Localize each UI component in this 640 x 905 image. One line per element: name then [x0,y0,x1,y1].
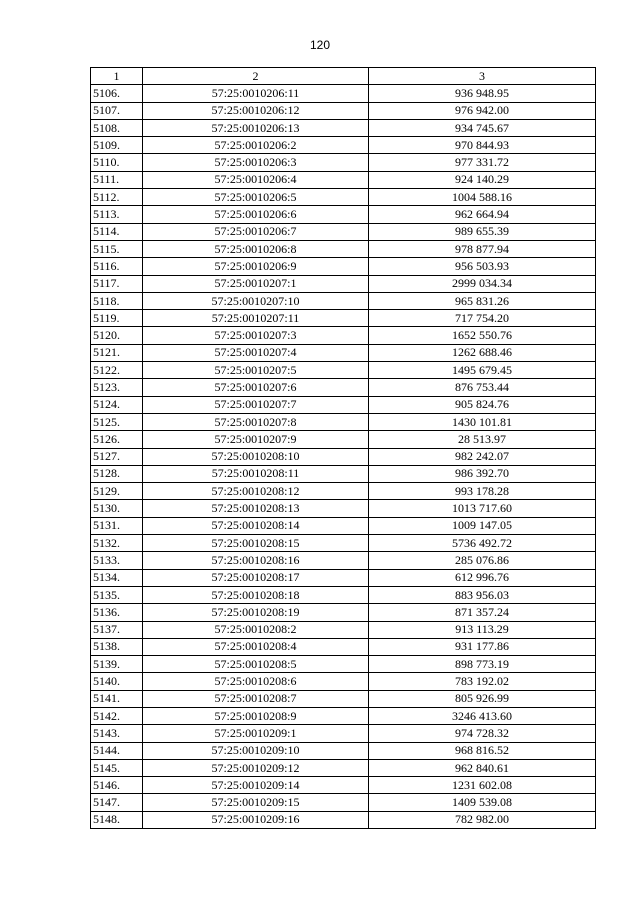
row-number: 5143. [91,725,143,742]
row-number: 5142. [91,707,143,724]
cadastral-number: 57:25:0010209:10 [143,742,369,759]
row-number: 5129. [91,483,143,500]
cadastral-value: 936 948.95 [369,85,596,102]
cadastral-number: 57:25:0010208:6 [143,673,369,690]
cadastral-number: 57:25:0010206:13 [143,119,369,136]
cadastral-value: 883 956.03 [369,586,596,603]
table-row [91,673,596,690]
cadastral-value: 962 664.94 [369,206,596,223]
table-row [91,292,596,309]
row-number: 5127. [91,448,143,465]
cadastral-number: 57:25:0010206:3 [143,154,369,171]
row-number: 5138. [91,638,143,655]
cadastral-value: 931 177.86 [369,638,596,655]
row-number: 5141. [91,690,143,707]
row-number: 5140. [91,673,143,690]
cadastral-number: 57:25:0010209:15 [143,794,369,811]
row-number: 5114. [91,223,143,240]
cadastral-value: 905 824.76 [369,396,596,413]
cadastral-number: 57:25:0010206:11 [143,85,369,102]
table-row [91,85,596,102]
cadastral-value: 898 773.19 [369,656,596,673]
table-row [91,638,596,655]
table-row [91,206,596,223]
row-number: 5144. [91,742,143,759]
cadastral-value: 976 942.00 [369,102,596,119]
table-row [91,656,596,673]
cadastral-value-table [90,67,596,829]
row-number: 5112. [91,189,143,206]
cadastral-number: 57:25:0010208:18 [143,586,369,603]
cadastral-number: 57:25:0010208:16 [143,552,369,569]
table-body [91,85,596,829]
row-number: 5135. [91,586,143,603]
row-number: 5146. [91,777,143,794]
page-number: 120 [309,38,331,52]
row-number: 5109. [91,137,143,154]
cadastral-value: 982 242.07 [369,448,596,465]
table-row [91,223,596,240]
cadastral-number: 57:25:0010207:3 [143,327,369,344]
cadastral-value: 871 357.24 [369,604,596,621]
table-row [91,413,596,430]
cadastral-number: 57:25:0010206:4 [143,171,369,188]
table-row [91,777,596,794]
cadastral-number: 57:25:0010208:14 [143,517,369,534]
table-row [91,119,596,136]
row-number: 5137. [91,621,143,638]
cadastral-value: 717 754.20 [369,310,596,327]
cadastral-number: 57:25:0010208:15 [143,535,369,552]
table-row [91,240,596,257]
row-number: 5125. [91,413,143,430]
row-number: 5106. [91,85,143,102]
row-number: 5107. [91,102,143,119]
table-row [91,448,596,465]
cadastral-number: 57:25:0010206:8 [143,240,369,257]
table-row [91,379,596,396]
cadastral-number: 57:25:0010208:17 [143,569,369,586]
table-row [91,500,596,517]
row-number: 5136. [91,604,143,621]
cadastral-value: 977 331.72 [369,154,596,171]
cadastral-value: 965 831.26 [369,292,596,309]
cadastral-number: 57:25:0010208:13 [143,500,369,517]
table-row [91,154,596,171]
table-row [91,465,596,482]
cadastral-value: 1013 717.60 [369,500,596,517]
row-number: 5126. [91,431,143,448]
cadastral-value: 1004 588.16 [369,189,596,206]
cadastral-value: 993 178.28 [369,483,596,500]
row-number: 5123. [91,379,143,396]
cadastral-number: 57:25:0010208:2 [143,621,369,638]
cadastral-number: 57:25:0010207:8 [143,413,369,430]
row-number: 5108. [91,119,143,136]
cadastral-number: 57:25:0010208:9 [143,707,369,724]
table-header-row [91,68,596,85]
cadastral-value: 962 840.61 [369,759,596,776]
cadastral-number: 57:25:0010209:14 [143,777,369,794]
cadastral-number: 57:25:0010207:6 [143,379,369,396]
table-row [91,258,596,275]
cadastral-value: 978 877.94 [369,240,596,257]
table-row [91,569,596,586]
table-row [91,483,596,500]
cadastral-number: 57:25:0010207:1 [143,275,369,292]
cadastral-value: 1652 550.76 [369,327,596,344]
cadastral-value: 1430 101.81 [369,413,596,430]
table-row [91,102,596,119]
row-number: 5132. [91,535,143,552]
row-number: 5133. [91,552,143,569]
cadastral-number: 57:25:0010208:11 [143,465,369,482]
cadastral-value: 974 728.32 [369,725,596,742]
table-row [91,189,596,206]
cadastral-number: 57:25:0010208:12 [143,483,369,500]
row-number: 5124. [91,396,143,413]
cadastral-number: 57:25:0010208:4 [143,638,369,655]
cadastral-value: 1262 688.46 [369,344,596,361]
cadastral-value: 913 113.29 [369,621,596,638]
cadastral-value: 970 844.93 [369,137,596,154]
row-number: 5118. [91,292,143,309]
cadastral-value: 3246 413.60 [369,707,596,724]
cadastral-value: 989 655.39 [369,223,596,240]
cadastral-number: 57:25:0010209:12 [143,759,369,776]
row-number: 5117. [91,275,143,292]
row-number: 5145. [91,759,143,776]
cadastral-number: 57:25:0010206:2 [143,137,369,154]
cadastral-value: 968 816.52 [369,742,596,759]
table-row [91,362,596,379]
table-row [91,621,596,638]
cadastral-number: 57:25:0010208:10 [143,448,369,465]
cadastral-value: 783 192.02 [369,673,596,690]
cadastral-value: 612 996.76 [369,569,596,586]
table-row [91,552,596,569]
cadastral-number: 57:25:0010208:19 [143,604,369,621]
cadastral-value: 1495 679.45 [369,362,596,379]
row-number: 5110. [91,154,143,171]
table-row [91,344,596,361]
column-header-3: 3 [369,68,596,85]
cadastral-number: 57:25:0010206:7 [143,223,369,240]
row-number: 5121. [91,344,143,361]
cadastral-number: 57:25:0010208:7 [143,690,369,707]
table-row [91,742,596,759]
cadastral-value: 1231 602.08 [369,777,596,794]
row-number: 5139. [91,656,143,673]
table-row [91,310,596,327]
cadastral-number: 57:25:0010207:4 [143,344,369,361]
cadastral-number: 57:25:0010208:5 [143,656,369,673]
row-number: 5119. [91,310,143,327]
row-number: 5147. [91,794,143,811]
table-row [91,811,596,828]
table-row [91,707,596,724]
cadastral-number: 57:25:0010207:7 [143,396,369,413]
row-number: 5128. [91,465,143,482]
table-row [91,725,596,742]
cadastral-number: 57:25:0010207:9 [143,431,369,448]
table-row [91,690,596,707]
cadastral-value: 28 513.97 [369,431,596,448]
cadastral-value: 1409 539.08 [369,794,596,811]
row-number: 5148. [91,811,143,828]
cadastral-number: 57:25:0010206:5 [143,189,369,206]
cadastral-value: 5736 492.72 [369,535,596,552]
cadastral-value: 956 503.93 [369,258,596,275]
row-number: 5134. [91,569,143,586]
cadastral-value: 782 982.00 [369,811,596,828]
row-number: 5111. [91,171,143,188]
row-number: 5130. [91,500,143,517]
table-row [91,604,596,621]
row-number: 5116. [91,258,143,275]
cadastral-number: 57:25:0010206:12 [143,102,369,119]
row-number: 5115. [91,240,143,257]
cadastral-number: 57:25:0010207:11 [143,310,369,327]
column-header-2: 2 [143,68,369,85]
table-row [91,171,596,188]
table-row [91,137,596,154]
column-header-1: 1 [91,68,143,85]
table-row [91,517,596,534]
table-row [91,396,596,413]
cadastral-value: 934 745.67 [369,119,596,136]
table-row [91,275,596,292]
cadastral-number: 57:25:0010206:9 [143,258,369,275]
row-number: 5131. [91,517,143,534]
cadastral-value: 2999 034.34 [369,275,596,292]
cadastral-value: 876 753.44 [369,379,596,396]
row-number: 5113. [91,206,143,223]
table-row [91,535,596,552]
table-row [91,586,596,603]
row-number: 5122. [91,362,143,379]
table-row [91,759,596,776]
row-number: 5120. [91,327,143,344]
cadastral-value: 924 140.29 [369,171,596,188]
cadastral-number: 57:25:0010207:10 [143,292,369,309]
cadastral-number: 57:25:0010206:6 [143,206,369,223]
cadastral-value: 285 076.86 [369,552,596,569]
table-row [91,794,596,811]
cadastral-number: 57:25:0010207:5 [143,362,369,379]
cadastral-number: 57:25:0010209:16 [143,811,369,828]
cadastral-number: 57:25:0010209:1 [143,725,369,742]
table-row [91,327,596,344]
cadastral-value: 1009 147.05 [369,517,596,534]
table-row [91,431,596,448]
cadastral-value: 805 926.99 [369,690,596,707]
cadastral-value: 986 392.70 [369,465,596,482]
